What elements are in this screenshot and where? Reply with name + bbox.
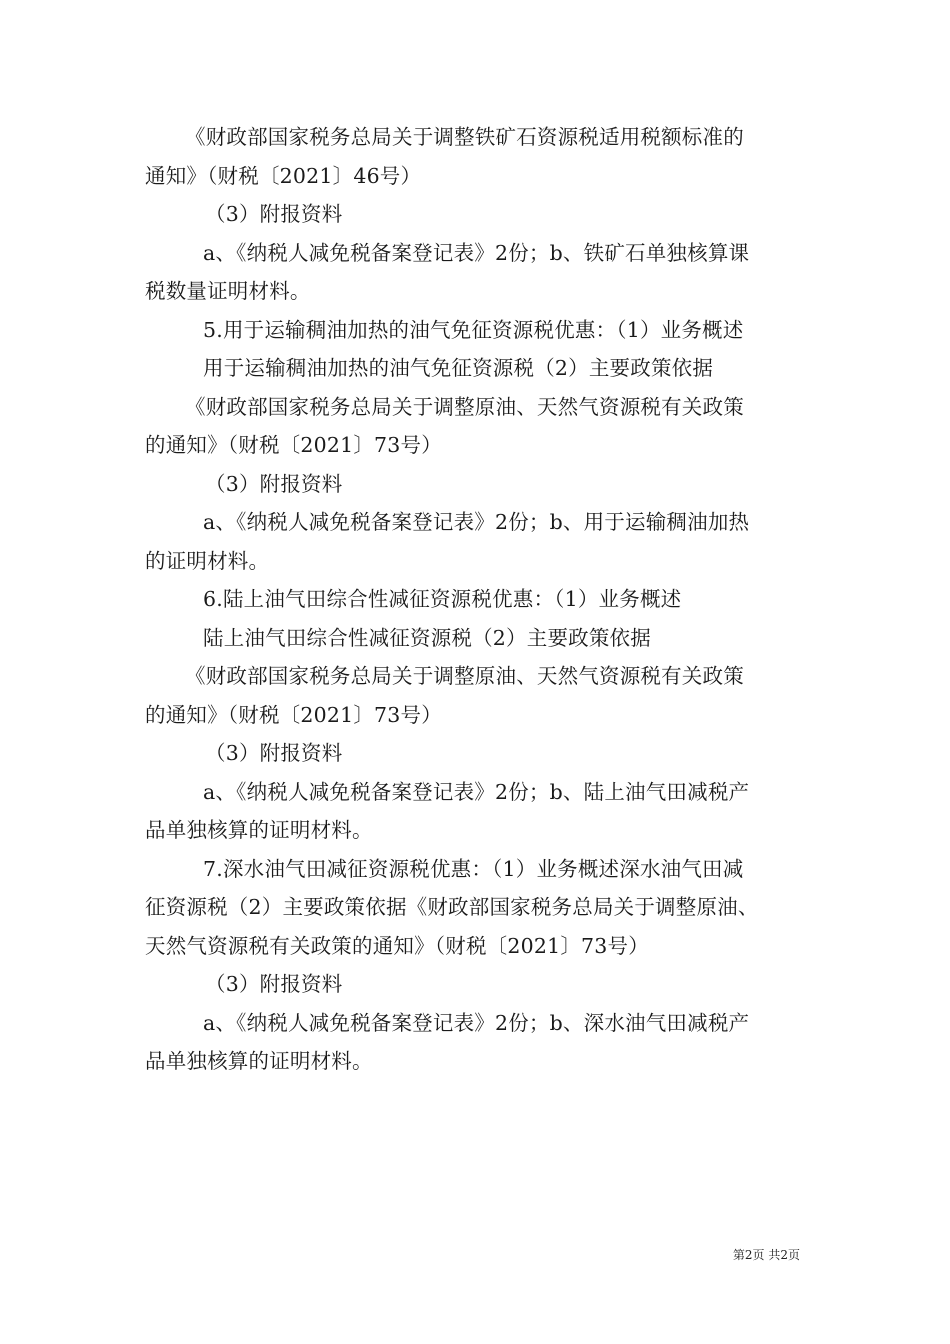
paragraph-line: （3）附报资料: [205, 741, 343, 765]
paragraph-line: a、《纳税人减免税备案登记表》2份；b、用于运输稠油加热: [203, 510, 750, 534]
paragraph-line: 品单独核算的证明材料。: [145, 1049, 373, 1073]
paragraph-line: 的通知》（财税〔2021〕73号）: [145, 702, 442, 727]
paragraph-line: 《财政部国家税务总局关于调整铁矿石资源税适用税额标准的: [185, 125, 744, 149]
paragraph-line: 陆上油气田综合性减征资源税（2）主要政策依据: [203, 625, 651, 650]
document-body: [145, 118, 810, 1081]
paragraph-line: 用于运输稠油加热的油气免征资源税（2）主要政策依据: [203, 356, 714, 380]
paragraph-line: 7.深水油气田减征资源税优惠：（1）业务概述深水油气田减: [203, 856, 744, 881]
paragraph-line: a、《纳税人减免税备案登记表》2份；b、铁矿石单独核算课: [203, 240, 750, 265]
paragraph-line: （3）附报资料: [205, 972, 343, 996]
paragraph-line: 5.用于运输稠油加热的油气免征资源税优惠：（1）业务概述: [203, 317, 744, 342]
paragraph-line: 的证明材料。: [145, 548, 270, 573]
paragraph-line: （3）附报资料: [205, 202, 343, 226]
paragraph-line: 6.陆上油气田综合性减征资源税优惠：（1）业务概述: [203, 587, 682, 611]
paragraph-line: 的通知》（财税〔2021〕73号）: [145, 433, 442, 457]
paragraph-line: a、《纳税人减免税备案登记表》2份；b、深水油气田减税产: [203, 1010, 750, 1035]
paragraph-line: 品单独核算的证明材料。: [145, 818, 373, 842]
paragraph-line: 《财政部国家税务总局关于调整原油、天然气资源税有关政策: [185, 664, 744, 688]
paragraph-line: 征资源税（2）主要政策依据《财政部国家税务总局关于调整原油、: [145, 895, 759, 919]
page-number-footer: 第2页 共2页: [732, 1248, 800, 1262]
paragraph-line: 通知》（财税〔2021〕46号）: [145, 163, 422, 188]
paragraph-line: 天然气资源税有关政策的通知》（财税〔2021〕73号）: [145, 933, 649, 958]
paragraph-line: 税数量证明材料。: [145, 279, 311, 303]
paragraph-line: （3）附报资料: [205, 471, 343, 496]
paragraph-line: 《财政部国家税务总局关于调整原油、天然气资源税有关政策: [185, 394, 744, 419]
paragraph-line: a、《纳税人减免税备案登记表》2份；b、陆上油气田减税产: [203, 779, 750, 804]
